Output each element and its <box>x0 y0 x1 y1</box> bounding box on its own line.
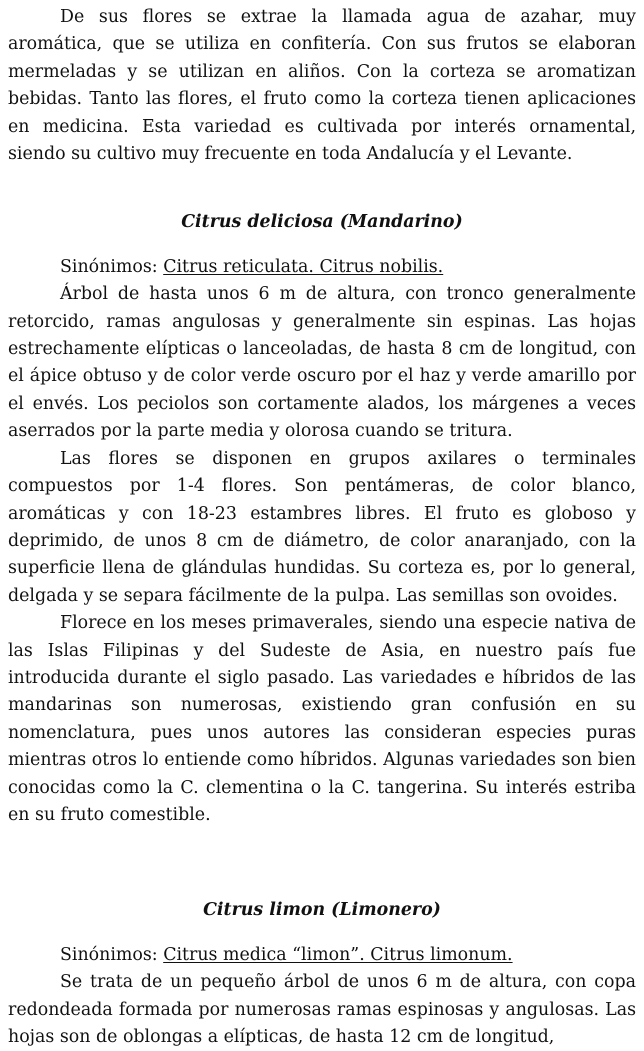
section-heading-mandarino: Citrus deliciosa (Mandarino) <box>181 212 463 233</box>
synonyms-label: Sinónimos: <box>60 256 164 277</box>
section-heading-limonero: Citrus limon (Limonero) <box>203 900 441 921</box>
spacer <box>8 829 636 897</box>
spacer <box>8 237 636 254</box>
body-paragraph: Florece en los meses primaverales, siendo una especie nativa de las Islas Filipinas y del Sudeste de Asia, en nuestro país fue introducida durante el siglo pasado. Las variedades e híbridos de las mandarinas son numerosas, existiendo gran confusión en su nomenclatura, pues unos autores las consideran especies puras mientras otros lo entiende como híbridos. Algunas variedades son bien conocidas como la C. clementina o la C. tangerina. Su interés estriba en su fruto comestible. <box>8 613 636 825</box>
synonyms-list: Citrus medica “limon”. Citrus limonum. <box>163 944 513 965</box>
spacer <box>8 925 636 942</box>
synonyms-label: Sinónimos: <box>60 944 164 965</box>
body-paragraph: Se trata de un pequeño árbol de unos 6 m de altura, con copa redondeada formada por numerosas ramas espinosas y angulosas. Las hojas son de oblongas a elípticas, de hasta 12 cm de longitud, <box>8 972 636 1047</box>
body-paragraph: Árbol de hasta unos 6 m de altura, con tronco generalmente retorcido, ramas angulosas y generalmente sin espinas. Las hojas estrechamente elípticas o lanceoladas, de hasta 8 cm de longitud, con el ápice obtuso y de color verde oscuro por el haz y verde amarillo por el envés. Los peciolos son cortamente alados, los márgenes a veces aserrados por la parte media y olorosa cuando se tritura. <box>8 284 636 442</box>
synonyms-line-mandarino <box>8 254 636 281</box>
spacer <box>8 168 636 209</box>
intro-paragraph: De sus flores se extrae la llamada agua de azahar, muy aromática, que se utiliza en confitería. Con sus frutos se elaboran mermeladas y se utilizan en aliños. Con la corteza se aromatizan bebidas. Tanto las flores, el fruto como la corteza tienen aplicaciones en medicina. Esta variedad es cultivada por interés ornamental, siendo su cultivo muy frecuente en toda Andalucía y el Levante. <box>8 7 636 165</box>
body-paragraph: Las flores se disponen en grupos axilares o terminales compuestos por 1-4 flores. Son pentámeras, de color blanco, aromáticas y con 18-23 estambres libres. El fruto es globoso y deprimido, de unos 8 cm de diámetro, de color anaranjado, con la superficie llena de glándulas hundidas. Su corteza es, por lo general, delgada y se separa fácilmente de la pulpa. Las semillas son ovoides. <box>8 448 636 606</box>
document-page <box>8 4 636 1051</box>
synonyms-line-limonero <box>8 942 636 969</box>
synonyms-list: Citrus reticulata. Citrus nobilis. <box>163 256 444 277</box>
